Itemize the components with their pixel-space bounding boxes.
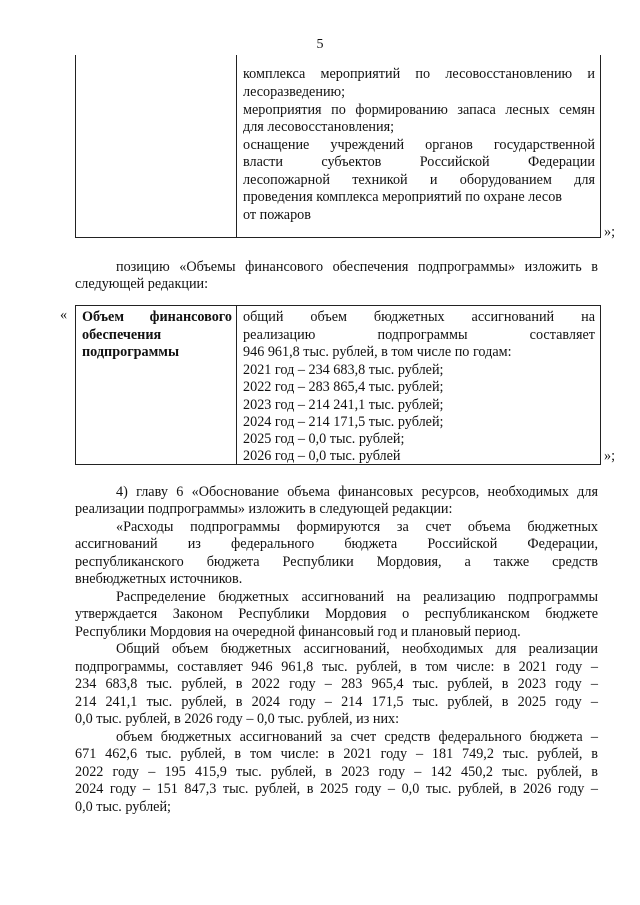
- table2-right-line: 2023 год – 214 241,1 тыс. рублей;: [243, 397, 444, 413]
- body-line: «Расходы подпрограммы формируются за счет объема бюджетных: [116, 519, 598, 535]
- body-line: Республики Мордовия на очередной финансовый год и плановый период.: [75, 624, 521, 640]
- table2-right-line: 2021 год – 234 683,8 тыс. рублей;: [243, 362, 444, 378]
- body-line: 0,0 тыс. рублей, в 2026 году – 0,0 тыс. рублей, из них:: [75, 711, 400, 727]
- page-number: 5: [316, 37, 324, 52]
- table2-right-line: 2025 год – 0,0 тыс. рублей;: [243, 431, 405, 447]
- table2-right-line: общий объем бюджетных ассигнований на: [243, 309, 595, 325]
- closing-quote: »;: [604, 448, 616, 464]
- table2-left-line: обеспечения: [82, 327, 162, 343]
- table2-right-line: 2022 год – 283 865,4 тыс. рублей;: [243, 379, 444, 395]
- body-line: ассигнований из федерального бюджета Российской Федерации,: [75, 536, 598, 552]
- body-line: республиканского бюджета Республики Мордовия, а также средств: [75, 554, 598, 570]
- body-line: 0,0 тыс. рублей;: [75, 799, 171, 815]
- body-line: Распределение бюджетных ассигнований на реализацию подпрограммы: [116, 589, 598, 605]
- body-line: утверждается Законом Республики Мордовия о республиканском бюджете: [75, 606, 598, 622]
- body-line: подпрограммы, составляет 946 961,8 тыс. рублей, в том числе: в 2021 году –: [75, 659, 598, 675]
- table2-right-line: 2024 год – 214 171,5 тыс. рублей;: [243, 414, 444, 430]
- body-line: 4) главу 6 «Обоснование объема финансовых ресурсов, необходимых для: [116, 484, 598, 500]
- table2-right-line: 946 961,8 тыс. рублей, в том числе по годам:: [243, 344, 512, 360]
- table-divider: [236, 55, 237, 238]
- table1-line: лесопожарной техникой и оборудованием для: [243, 172, 595, 188]
- table1-line: мероприятия по формированию запаса лесных семян: [243, 102, 595, 118]
- table2-right-line: 2026 год – 0,0 тыс. рублей: [243, 448, 401, 464]
- body-line: Общий объем бюджетных ассигнований, необходимых для реализации: [116, 641, 598, 657]
- intro-line: следующей редакции:: [75, 276, 209, 292]
- intro-line: позицию «Объемы финансового обеспечения подпрограммы» изложить в: [116, 259, 598, 275]
- table1-line: комплекса мероприятий по лесовосстановлению и: [243, 66, 595, 82]
- table2-left-line: Объем финансового: [82, 309, 232, 325]
- table-divider: [236, 305, 237, 465]
- body-line: 214 241,1 тыс. рублей, в 2024 году – 214 171,5 тыс. рублей, в 2025 году –: [75, 694, 598, 710]
- table1-line: проведения комплекса мероприятий по охране лесов: [243, 189, 562, 205]
- table1-line: от пожаров: [243, 207, 311, 223]
- table2-right-line: реализацию подпрограммы составляет: [243, 327, 595, 343]
- table1-line: для лесовосстановления;: [243, 119, 395, 135]
- body-line: объем бюджетных ассигнований за счет средств федерального бюджета –: [116, 729, 598, 745]
- body-line: 234 683,8 тыс. рублей, в 2022 году – 283 965,4 тыс. рублей, в 2023 году –: [75, 676, 598, 692]
- table1-line: лесоразведению;: [243, 84, 346, 100]
- body-line: внебюджетных источников.: [75, 571, 243, 587]
- body-line: 2022 году – 195 415,9 тыс. рублей, в 2023 году – 142 450,2 тыс. рублей, в: [75, 764, 598, 780]
- table2-left-line: подпрограммы: [82, 344, 180, 360]
- opening-quote: «: [60, 307, 68, 323]
- body-line: 2024 году – 151 847,3 тыс. рублей, в 2025 году – 0,0 тыс. рублей, в 2026 году –: [75, 781, 598, 797]
- closing-quote: »;: [604, 224, 616, 240]
- body-line: реализации подпрограммы» изложить в следующей редакции:: [75, 501, 453, 517]
- table1-line: оснащение учреждений органов государственной: [243, 137, 595, 153]
- table1-line: власти субъектов Российской Федерации: [243, 154, 595, 170]
- body-line: 671 462,6 тыс. рублей, в том числе: в 2021 году – 181 749,2 тыс. рублей, в: [75, 746, 598, 762]
